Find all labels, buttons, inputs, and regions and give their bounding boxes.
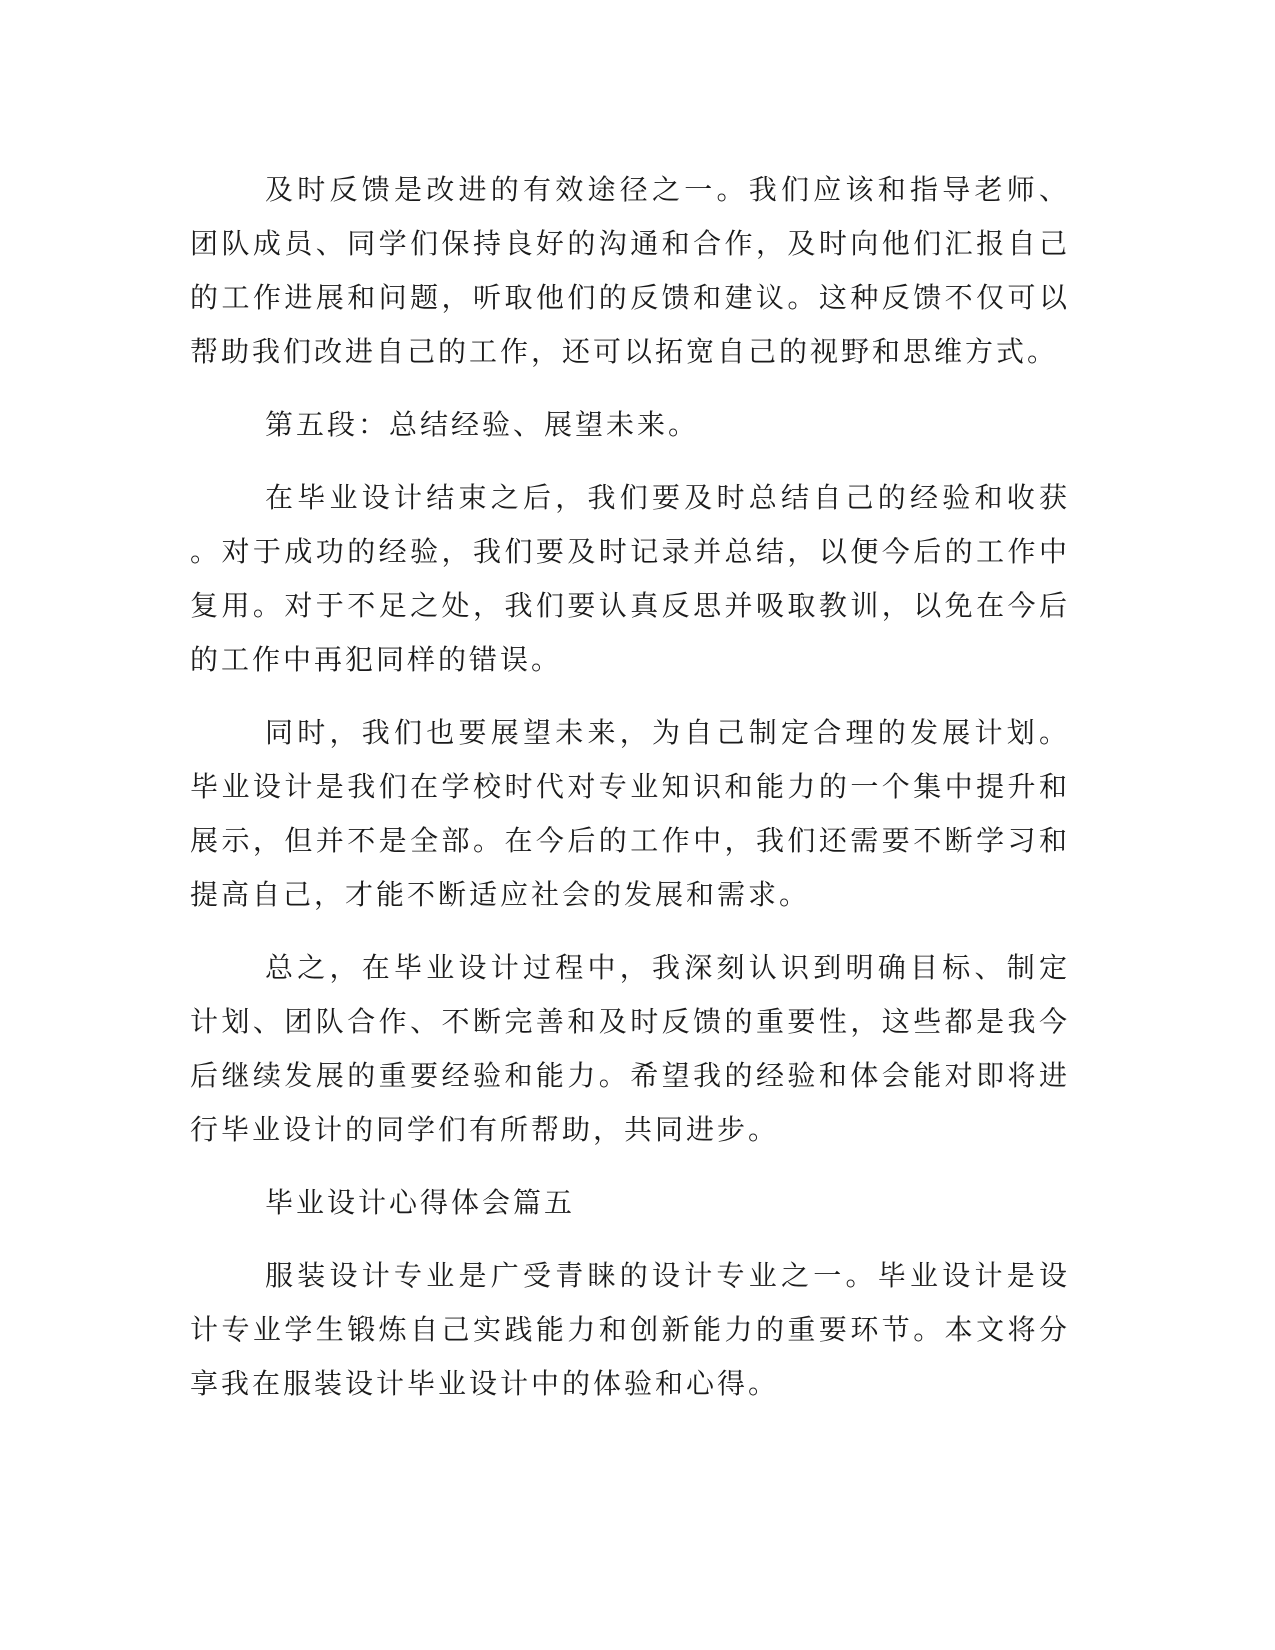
paragraph-feedback: 及时反馈是改进的有效途径之一。我们应该和指导老师、团队成员、同学们保持良好的沟通和合作，及时向他们汇报自己的工作进展和问题，听取他们的反馈和建议。这种反馈不仅可以帮助我们改进自己的工作，还可以拓宽自己的视野和思维方式。 <box>190 173 1070 368</box>
paragraph-fashion-intro: 服装设计专业是广受青睐的设计专业之一。毕业设计是设计专业学生锻炼自己实践能力和创新能力的重要环节。本文将分享我在服装设计毕业设计中的体验和心得。 <box>190 1259 1070 1400</box>
paragraph-conclusion: 总之，在毕业设计过程中，我深刻认识到明确目标、制定计划、团队合作、不断完善和及时反馈的重要性，这些都是我今后继续发展的重要经验和能力。希望我的经验和体会能对即将进行毕业设计的同学们有所帮助，共同进步。 <box>190 951 1070 1146</box>
paragraph-future: 同时，我们也要展望未来，为自己制定合理的发展计划。毕业设计是我们在学校时代对专业知识和能力的一个集中提升和展示，但并不是全部。在今后的工作中，我们还需要不断学习和提高自己，才能不断适应社会的发展和需求。 <box>190 716 1070 911</box>
section-heading-5: 第五段：总结经验、展望未来。 <box>265 408 700 441</box>
paragraph-summarize: 在毕业设计结束之后，我们要及时总结自己的经验和收获。对于成功的经验，我们要及时记录并总结，以便今后的工作中复用。对于不足之处，我们要认真反思并吸取教训，以免在今后的工作中再犯同样的错误。 <box>190 481 1070 676</box>
document-body <box>190 163 1070 1430</box>
article-title-part-5: 毕业设计心得体会篇五 <box>265 1186 576 1219</box>
